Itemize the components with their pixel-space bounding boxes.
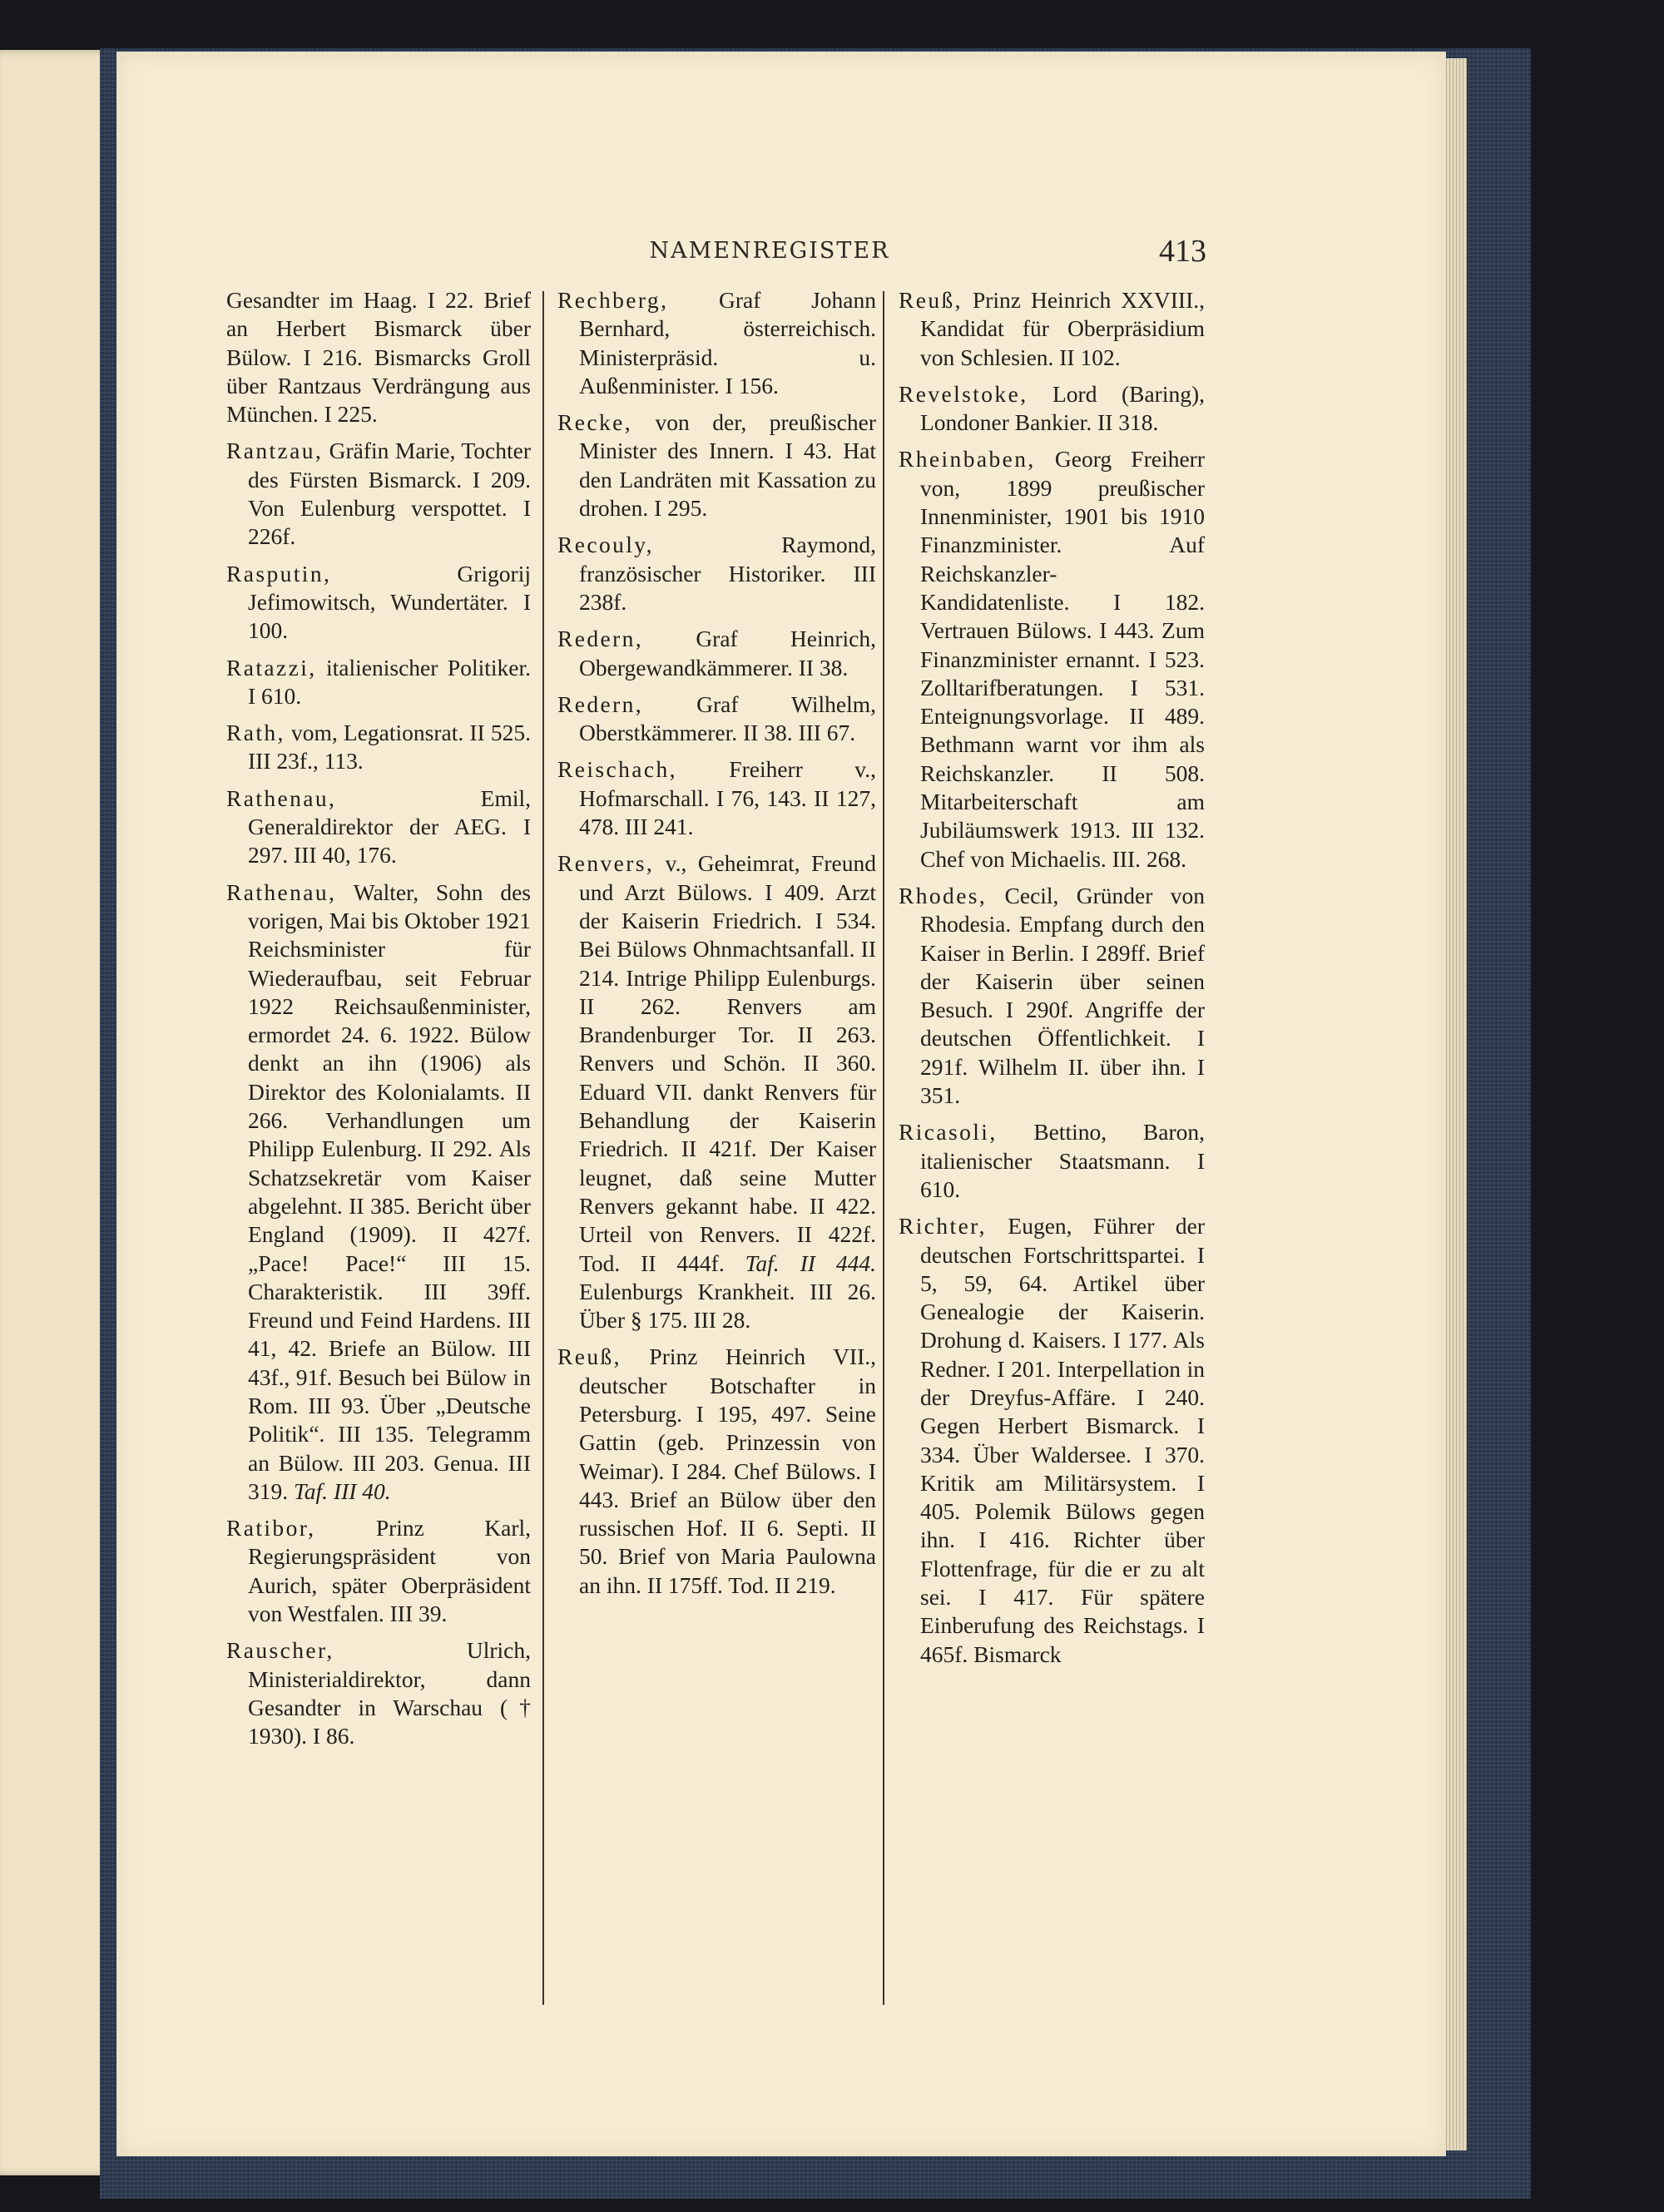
index-entry [226, 719, 531, 776]
entry-headword: Rauscher, [226, 1637, 334, 1664]
entry-headword: Redern, [557, 690, 644, 717]
entry-headword: Rathenau, [226, 784, 337, 811]
index-entry [226, 654, 531, 711]
index-entry [226, 1514, 531, 1628]
column-rule [883, 291, 884, 2005]
index-entry [899, 882, 1205, 1110]
entry-text: v., Geheimrat, Freund und Arzt Bülows. I 409. Arzt der Kaiserin Friedrich. I 534. Bei Bülows Ohnmachtsanfall. II 214. Intrige Philipp Eulenburgs. II 262. Renvers am Brandenburger Tor. II 263. Renvers und Schön. II 360. Eduard VII. dankt Renvers für Behandlung der Kaiserin Friedrich. II 421f. Der Kaiser leugnet, daß seine Mutter Renvers gekannt habe. II 422. Urteil von Renvers. II 422f. Tod. II 444f. [579, 850, 876, 1276]
entry-text: Emil, Generaldirektor der AEG. I 297. III 40, 176. [248, 784, 531, 868]
entry-headword: Revelstoke, [899, 380, 1028, 407]
entry-text: Bettino, Baron, italienischer Staatsmann. I 610. [920, 1119, 1205, 1202]
index-entry [226, 560, 531, 646]
index-entry [899, 1118, 1205, 1204]
entry-text: Graf Wilhelm, Oberstkämmerer. II 38. III 67. [579, 690, 876, 746]
entry-headword: Renvers, [557, 850, 655, 877]
index-entry [226, 286, 531, 428]
entry-headword: Rheinbaben, [899, 446, 1036, 473]
entry-text: Georg Freiherr von, 1899 preußischer Innenminister, 1901 bis 1910 Finanzminister. Auf Reichskanzler-Kandidatenliste. I 182. Vertrauen Bülows. I 443. Zum Finanzminister ernannt. I 523. Zolltarifberatungen. I 531. Enteignungsvorlage. II 489. Bethmann warnt vor ihm als Reichskanzler. II 508. Mitarbeiterschaft am Jubiläumswerk 1913. III 132. Chef von Michaelis. III. 268. [920, 446, 1205, 872]
index-entry [557, 286, 876, 400]
index-column-3 [899, 286, 1205, 1677]
entry-headword: Rantzau, [226, 438, 324, 464]
entry-text: vom, Legationsrat. II 525. III 23f., 113. [248, 720, 531, 774]
index-entry [899, 380, 1205, 438]
entry-text: italienischer Politiker. I 610. [248, 654, 531, 709]
entry-headword: Recouly, [557, 532, 654, 558]
index-entry [557, 625, 876, 682]
entry-text: Prinz Karl, Regierungspräsident von Aurich, später Oberpräsident von Westfalen. III 39. [248, 1515, 531, 1627]
entry-text: Gesandter im Haag. I 22. Brief an Herbert Bismarck über Bülow. I 216. Bismarcks Groll über Rantzaus Verdrängung aus München. I 225. [226, 287, 531, 428]
page-number: 413 [1159, 234, 1206, 269]
index-entry [226, 878, 531, 1507]
index-entry [899, 286, 1205, 372]
entry-headword: Rechberg, [557, 287, 669, 313]
entry-headword: Rathenau, [226, 878, 337, 905]
entry-text-tail: Eulenburgs Krankheit. III 26. Über § 175. III 28. [579, 1278, 876, 1334]
entry-headword: Ratibor, [226, 1515, 316, 1541]
entry-headword: Reuß, [557, 1344, 622, 1370]
entry-text: Ulrich, Ministerialdirektor, dann Gesandter in Warschau († 1930). I 86. [248, 1637, 531, 1749]
index-entry [226, 784, 531, 870]
entry-text: Graf Johann Bernhard, österreichisch. Ministerpräsid. u. Außenminister. I 156. [579, 287, 876, 398]
index-entry [557, 755, 876, 841]
index-entry [899, 445, 1205, 873]
entry-text: Gräfin Marie, Tochter des Fürsten Bismarck. I 209. Von Eulenburg verspottet. I 226f. [248, 438, 531, 550]
entry-headword: Richter, [899, 1213, 987, 1240]
entry-text: von der, preußischer Minister des Innern. I 43. Hat den Landräten mit Kassation zu drohen. I 295. [579, 409, 876, 522]
entry-text: Raymond, französischer Historiker. III 238f. [579, 532, 876, 615]
entry-italic: Taf. III 40. [288, 1477, 391, 1504]
entry-text: Cecil, Gründer von Rhodesia. Empfang durch den Kaiser in Berlin. I 289ff. Brief der Kaiserin über seinen Besuch. I 290f. Angriffe der deutschen Öffentlichkeit. I 291f. Wilhelm II. über ihn. I 351. [920, 882, 1205, 1109]
index-entry [557, 531, 876, 616]
entry-headword: Reuß, [899, 287, 963, 313]
index-column-1 [226, 286, 531, 1759]
index-entry [226, 1636, 531, 1750]
entry-text: Grigorij Jefimowitsch, Wundertäter. I 100. [248, 560, 531, 644]
index-column-2 [557, 286, 876, 1608]
entry-headword: Rhodes, [899, 882, 988, 908]
entry-headword: Reischach, [557, 756, 677, 783]
entry-text: Graf Heinrich, Obergewandkämmerer. II 38. [579, 626, 876, 680]
entry-headword: Rasputin, [226, 560, 332, 586]
index-entry [226, 437, 531, 551]
entry-headword: Recke, [557, 409, 632, 436]
entry-italic: Taf. II 444. [724, 1250, 876, 1276]
entry-text: Lord (Baring), Londoner Bankier. II 318. [920, 380, 1205, 436]
entry-headword: Rath, [226, 720, 285, 746]
entry-text: Walter, Sohn des vorigen, Mai bis Oktober 1921 Reichsminister für Wiederaufbau, seit Februar 1922 Reichsaußenminister, ermordet 24. 6. 1922. Bülow denkt an ihn (1906) als Direktor des Kolonialamts. II 266. Verhandlungen um Philipp Eulenburg. II 292. Als Schatzsekretär vom Kaiser abgelehnt. II 385. Bericht über England (1909). II 427f. „Pace! Pace!“ III 15. Charakteristik. III 39ff. Freund und Feind Hardens. III 41, 42. Briefe an Bülow. III 43f., 91f. Besuch bei Bülow in Rom. III 93. Über „Deutsche Politik“. III 135. Telegramm an Bülow. III 203. Genua. III 319. [248, 878, 531, 1504]
index-entry [557, 849, 876, 1334]
index-entry [557, 690, 876, 748]
entry-text: Prinz Heinrich VII., deutscher Botschafter in Petersburg. I 195, 497. Seine Gattin (geb. Prinzessin von Weimar). I 284. Chef Bülows. I 443. Brief an Bülow über den russischen Hof. II 6. Septi. II 50. Brief von Maria Paulowna an ihn. II 175ff. Tod. II 219. [579, 1344, 876, 1598]
index-entry [899, 1212, 1205, 1669]
running-head: NAMENREGISTER [649, 238, 890, 264]
index-entry [557, 1343, 876, 1600]
entry-headword: Redern, [557, 626, 644, 652]
entry-text: Eugen, Führer der deutschen Fortschrittspartei. I 5, 59, 64. Artikel über Genealogie der Kaiserin. Drohung d. Kaisers. I 177. Als Redner. I 201. Interpellation in der Dreyfus-Affäre. I 240. Gegen Herbert Bismarck. I 334. Über Waldersee. I 370. Kritik am Militärsystem. I 405. Polemik Bülows gegen ihn. I 416. Richter über Flottenfrage, für die er zu alt sei. I 417. Für spätere Einberufung des Reichstags. I 465f. Bismarck [920, 1213, 1205, 1667]
index-entry [557, 408, 876, 522]
entry-headword: Ricasoli, [899, 1119, 998, 1146]
entry-text: Freiherr v., Hofmarschall. I 76, 143. II 127, 478. III 241. [579, 756, 876, 840]
entry-text: Prinz Heinrich XXVIII., Kandidat für Oberpräsidium von Schlesien. II 102. [920, 287, 1205, 370]
column-rule [542, 291, 544, 2005]
entry-headword: Ratazzi, [226, 654, 317, 680]
